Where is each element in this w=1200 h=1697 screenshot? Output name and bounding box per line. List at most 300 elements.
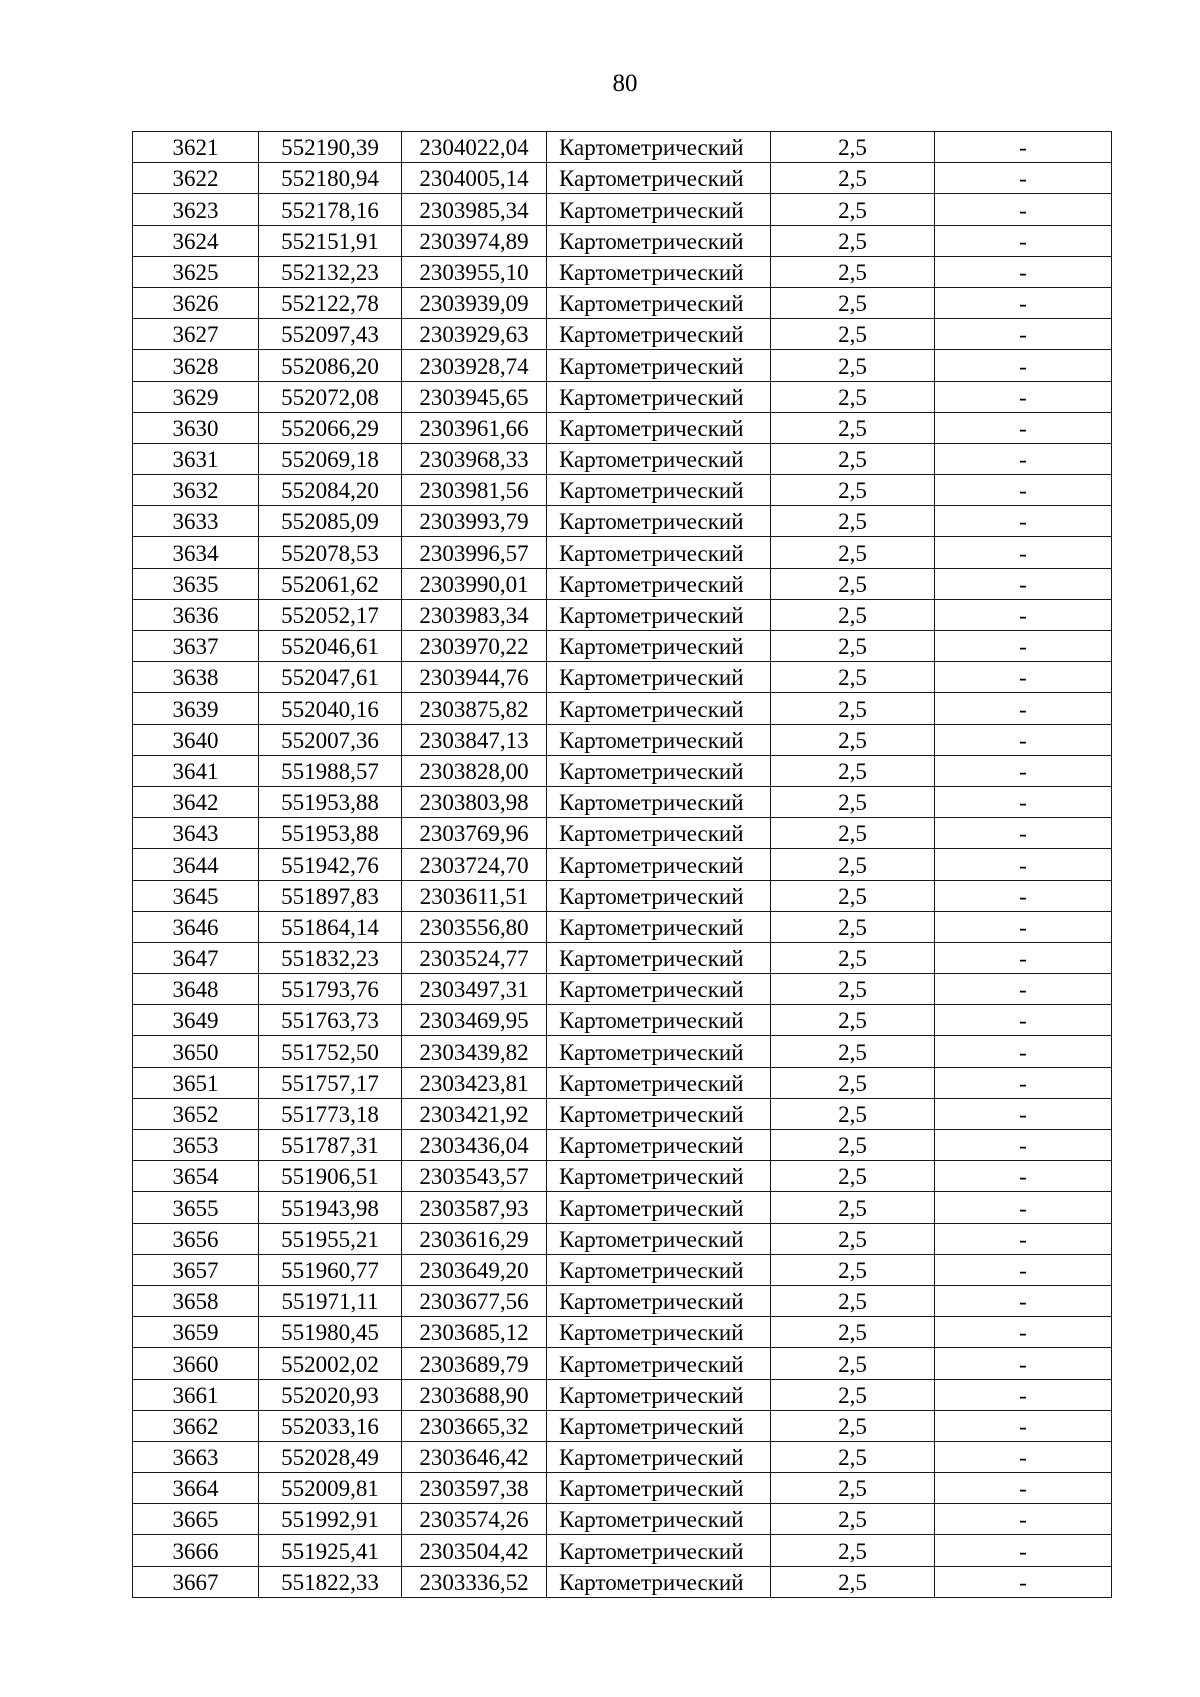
y-coordinate-cell: 2303990,01 bbox=[402, 568, 547, 599]
y-coordinate-cell: 2303524,77 bbox=[402, 942, 547, 973]
point-number-cell: 3656 bbox=[133, 1223, 259, 1254]
description-cell: - bbox=[935, 256, 1112, 287]
table-row bbox=[133, 942, 1112, 973]
accuracy-cell: 2,5 bbox=[771, 256, 935, 287]
x-coordinate-cell: 552047,61 bbox=[259, 662, 402, 693]
description-cell: - bbox=[935, 693, 1112, 724]
y-coordinate-cell: 2303439,82 bbox=[402, 1036, 547, 1067]
point-number-cell: 3640 bbox=[133, 724, 259, 755]
table-row bbox=[133, 194, 1112, 225]
x-coordinate-cell: 551980,45 bbox=[259, 1317, 402, 1348]
accuracy-cell: 2,5 bbox=[771, 1098, 935, 1129]
description-cell: - bbox=[935, 1535, 1112, 1566]
x-coordinate-cell: 551942,76 bbox=[259, 849, 402, 880]
table-row bbox=[133, 1130, 1112, 1161]
x-coordinate-cell: 552072,08 bbox=[259, 381, 402, 412]
x-coordinate-cell: 552052,17 bbox=[259, 599, 402, 630]
description-cell: - bbox=[935, 1379, 1112, 1410]
description-cell: - bbox=[935, 1441, 1112, 1472]
accuracy-cell: 2,5 bbox=[771, 1223, 935, 1254]
description-cell: - bbox=[935, 1036, 1112, 1067]
accuracy-cell: 2,5 bbox=[771, 974, 935, 1005]
accuracy-cell: 2,5 bbox=[771, 1161, 935, 1192]
description-cell: - bbox=[935, 1410, 1112, 1441]
description-cell: - bbox=[935, 568, 1112, 599]
point-number-cell: 3637 bbox=[133, 631, 259, 662]
point-number-cell: 3658 bbox=[133, 1285, 259, 1316]
point-number-cell: 3638 bbox=[133, 662, 259, 693]
accuracy-cell: 2,5 bbox=[771, 1130, 935, 1161]
table-row bbox=[133, 319, 1112, 350]
point-number-cell: 3632 bbox=[133, 475, 259, 506]
description-cell: - bbox=[935, 350, 1112, 381]
y-coordinate-cell: 2303847,13 bbox=[402, 724, 547, 755]
x-coordinate-cell: 552122,78 bbox=[259, 287, 402, 318]
x-coordinate-cell: 552020,93 bbox=[259, 1379, 402, 1410]
method-cell: Картометрический bbox=[547, 880, 771, 911]
accuracy-cell: 2,5 bbox=[771, 1005, 935, 1036]
method-cell: Картометрический bbox=[547, 1410, 771, 1441]
point-number-cell: 3625 bbox=[133, 256, 259, 287]
x-coordinate-cell: 552040,16 bbox=[259, 693, 402, 724]
point-number-cell: 3641 bbox=[133, 755, 259, 786]
x-coordinate-cell: 552069,18 bbox=[259, 443, 402, 474]
description-cell: - bbox=[935, 880, 1112, 911]
table-row bbox=[133, 568, 1112, 599]
point-number-cell: 3650 bbox=[133, 1036, 259, 1067]
description-cell: - bbox=[935, 1223, 1112, 1254]
x-coordinate-cell: 552084,20 bbox=[259, 475, 402, 506]
x-coordinate-cell: 551832,23 bbox=[259, 942, 402, 973]
table-row bbox=[133, 225, 1112, 256]
y-coordinate-cell: 2303945,65 bbox=[402, 381, 547, 412]
y-coordinate-cell: 2303981,56 bbox=[402, 475, 547, 506]
description-cell: - bbox=[935, 911, 1112, 942]
point-number-cell: 3622 bbox=[133, 163, 259, 194]
table-row bbox=[133, 974, 1112, 1005]
method-cell: Картометрический bbox=[547, 1223, 771, 1254]
x-coordinate-cell: 552007,36 bbox=[259, 724, 402, 755]
y-coordinate-cell: 2303421,92 bbox=[402, 1098, 547, 1129]
description-cell: - bbox=[935, 319, 1112, 350]
accuracy-cell: 2,5 bbox=[771, 381, 935, 412]
x-coordinate-cell: 552086,20 bbox=[259, 350, 402, 381]
description-cell: - bbox=[935, 1130, 1112, 1161]
method-cell: Картометрический bbox=[547, 1161, 771, 1192]
accuracy-cell: 2,5 bbox=[771, 319, 935, 350]
table-row bbox=[133, 724, 1112, 755]
table-row bbox=[133, 1379, 1112, 1410]
y-coordinate-cell: 2303677,56 bbox=[402, 1285, 547, 1316]
description-cell: - bbox=[935, 786, 1112, 817]
x-coordinate-cell: 552078,53 bbox=[259, 537, 402, 568]
y-coordinate-cell: 2303688,90 bbox=[402, 1379, 547, 1410]
table-row bbox=[133, 849, 1112, 880]
y-coordinate-cell: 2303803,98 bbox=[402, 786, 547, 817]
x-coordinate-cell: 551864,14 bbox=[259, 911, 402, 942]
point-number-cell: 3659 bbox=[133, 1317, 259, 1348]
accuracy-cell: 2,5 bbox=[771, 443, 935, 474]
y-coordinate-cell: 2303504,42 bbox=[402, 1535, 547, 1566]
accuracy-cell: 2,5 bbox=[771, 911, 935, 942]
point-number-cell: 3642 bbox=[133, 786, 259, 817]
y-coordinate-cell: 2303646,42 bbox=[402, 1441, 547, 1472]
method-cell: Картометрический bbox=[547, 1504, 771, 1535]
table-row bbox=[133, 818, 1112, 849]
y-coordinate-cell: 2303875,82 bbox=[402, 693, 547, 724]
accuracy-cell: 2,5 bbox=[771, 1192, 935, 1223]
y-coordinate-cell: 2303556,80 bbox=[402, 911, 547, 942]
point-number-cell: 3662 bbox=[133, 1410, 259, 1441]
method-cell: Картометрический bbox=[547, 287, 771, 318]
point-number-cell: 3634 bbox=[133, 537, 259, 568]
table-row bbox=[133, 1566, 1112, 1597]
y-coordinate-cell: 2303944,76 bbox=[402, 662, 547, 693]
description-cell: - bbox=[935, 942, 1112, 973]
y-coordinate-cell: 2303497,31 bbox=[402, 974, 547, 1005]
table-row bbox=[133, 1161, 1112, 1192]
table-row bbox=[133, 443, 1112, 474]
accuracy-cell: 2,5 bbox=[771, 1285, 935, 1316]
description-cell: - bbox=[935, 287, 1112, 318]
point-number-cell: 3653 bbox=[133, 1130, 259, 1161]
table-row bbox=[133, 1098, 1112, 1129]
method-cell: Картометрический bbox=[547, 1005, 771, 1036]
point-number-cell: 3633 bbox=[133, 506, 259, 537]
description-cell: - bbox=[935, 381, 1112, 412]
description-cell: - bbox=[935, 225, 1112, 256]
description-cell: - bbox=[935, 1005, 1112, 1036]
description-cell: - bbox=[935, 1473, 1112, 1504]
method-cell: Картометрический bbox=[547, 443, 771, 474]
method-cell: Картометрический bbox=[547, 942, 771, 973]
accuracy-cell: 2,5 bbox=[771, 412, 935, 443]
method-cell: Картометрический bbox=[547, 1254, 771, 1285]
method-cell: Картометрический bbox=[547, 1130, 771, 1161]
point-number-cell: 3631 bbox=[133, 443, 259, 474]
page-number: 80 bbox=[612, 70, 638, 97]
y-coordinate-cell: 2303543,57 bbox=[402, 1161, 547, 1192]
x-coordinate-cell: 552033,16 bbox=[259, 1410, 402, 1441]
description-cell: - bbox=[935, 1254, 1112, 1285]
method-cell: Картометрический bbox=[547, 568, 771, 599]
x-coordinate-cell: 551971,11 bbox=[259, 1285, 402, 1316]
x-coordinate-cell: 551752,50 bbox=[259, 1036, 402, 1067]
table-row bbox=[133, 1223, 1112, 1254]
y-coordinate-cell: 2303469,95 bbox=[402, 1005, 547, 1036]
accuracy-cell: 2,5 bbox=[771, 568, 935, 599]
accuracy-cell: 2,5 bbox=[771, 1254, 935, 1285]
method-cell: Картометрический bbox=[547, 599, 771, 630]
y-coordinate-cell: 2303955,10 bbox=[402, 256, 547, 287]
description-cell: - bbox=[935, 1067, 1112, 1098]
x-coordinate-cell: 552009,81 bbox=[259, 1473, 402, 1504]
table-row bbox=[133, 1036, 1112, 1067]
accuracy-cell: 2,5 bbox=[771, 755, 935, 786]
accuracy-cell: 2,5 bbox=[771, 287, 935, 318]
table-row bbox=[133, 1285, 1112, 1316]
accuracy-cell: 2,5 bbox=[771, 849, 935, 880]
point-number-cell: 3645 bbox=[133, 880, 259, 911]
point-number-cell: 3654 bbox=[133, 1161, 259, 1192]
x-coordinate-cell: 551953,88 bbox=[259, 818, 402, 849]
description-cell: - bbox=[935, 163, 1112, 194]
y-coordinate-cell: 2303769,96 bbox=[402, 818, 547, 849]
table-row bbox=[133, 350, 1112, 381]
x-coordinate-cell: 551897,83 bbox=[259, 880, 402, 911]
accuracy-cell: 2,5 bbox=[771, 506, 935, 537]
point-number-cell: 3621 bbox=[133, 132, 259, 163]
method-cell: Картометрический bbox=[547, 1441, 771, 1472]
accuracy-cell: 2,5 bbox=[771, 537, 935, 568]
table-row bbox=[133, 880, 1112, 911]
x-coordinate-cell: 551943,98 bbox=[259, 1192, 402, 1223]
method-cell: Картометрический bbox=[547, 475, 771, 506]
method-cell: Картометрический bbox=[547, 350, 771, 381]
point-number-cell: 3639 bbox=[133, 693, 259, 724]
x-coordinate-cell: 551906,51 bbox=[259, 1161, 402, 1192]
method-cell: Картометрический bbox=[547, 132, 771, 163]
table-row bbox=[133, 1348, 1112, 1379]
point-number-cell: 3624 bbox=[133, 225, 259, 256]
x-coordinate-cell: 552132,23 bbox=[259, 256, 402, 287]
table-row bbox=[133, 1254, 1112, 1285]
description-cell: - bbox=[935, 1566, 1112, 1597]
x-coordinate-cell: 551925,41 bbox=[259, 1535, 402, 1566]
y-coordinate-cell: 2303423,81 bbox=[402, 1067, 547, 1098]
coordinates-table-body bbox=[133, 132, 1112, 1598]
y-coordinate-cell: 2303597,38 bbox=[402, 1473, 547, 1504]
table-row bbox=[133, 163, 1112, 194]
y-coordinate-cell: 2303970,22 bbox=[402, 631, 547, 662]
point-number-cell: 3655 bbox=[133, 1192, 259, 1223]
y-coordinate-cell: 2303993,79 bbox=[402, 506, 547, 537]
x-coordinate-cell: 551960,77 bbox=[259, 1254, 402, 1285]
method-cell: Картометрический bbox=[547, 1285, 771, 1316]
accuracy-cell: 2,5 bbox=[771, 693, 935, 724]
y-coordinate-cell: 2303928,74 bbox=[402, 350, 547, 381]
table-row bbox=[133, 1005, 1112, 1036]
y-coordinate-cell: 2303929,63 bbox=[402, 319, 547, 350]
point-number-cell: 3644 bbox=[133, 849, 259, 880]
method-cell: Картометрический bbox=[547, 818, 771, 849]
description-cell: - bbox=[935, 974, 1112, 1005]
x-coordinate-cell: 551763,73 bbox=[259, 1005, 402, 1036]
y-coordinate-cell: 2303996,57 bbox=[402, 537, 547, 568]
description-cell: - bbox=[935, 443, 1112, 474]
x-coordinate-cell: 551822,33 bbox=[259, 1566, 402, 1597]
accuracy-cell: 2,5 bbox=[771, 194, 935, 225]
description-cell: - bbox=[935, 194, 1112, 225]
accuracy-cell: 2,5 bbox=[771, 1348, 935, 1379]
x-coordinate-cell: 552151,91 bbox=[259, 225, 402, 256]
y-coordinate-cell: 2303961,66 bbox=[402, 412, 547, 443]
method-cell: Картометрический bbox=[547, 1473, 771, 1504]
y-coordinate-cell: 2303685,12 bbox=[402, 1317, 547, 1348]
x-coordinate-cell: 552085,09 bbox=[259, 506, 402, 537]
y-coordinate-cell: 2303724,70 bbox=[402, 849, 547, 880]
accuracy-cell: 2,5 bbox=[771, 1566, 935, 1597]
point-number-cell: 3660 bbox=[133, 1348, 259, 1379]
table-row bbox=[133, 1192, 1112, 1223]
x-coordinate-cell: 551992,91 bbox=[259, 1504, 402, 1535]
table-row bbox=[133, 786, 1112, 817]
description-cell: - bbox=[935, 599, 1112, 630]
x-coordinate-cell: 552002,02 bbox=[259, 1348, 402, 1379]
point-number-cell: 3651 bbox=[133, 1067, 259, 1098]
description-cell: - bbox=[935, 506, 1112, 537]
x-coordinate-cell: 552180,94 bbox=[259, 163, 402, 194]
accuracy-cell: 2,5 bbox=[771, 1410, 935, 1441]
point-number-cell: 3635 bbox=[133, 568, 259, 599]
accuracy-cell: 2,5 bbox=[771, 631, 935, 662]
point-number-cell: 3666 bbox=[133, 1535, 259, 1566]
y-coordinate-cell: 2303649,20 bbox=[402, 1254, 547, 1285]
accuracy-cell: 2,5 bbox=[771, 225, 935, 256]
description-cell: - bbox=[935, 1192, 1112, 1223]
method-cell: Картометрический bbox=[547, 849, 771, 880]
y-coordinate-cell: 2304005,14 bbox=[402, 163, 547, 194]
x-coordinate-cell: 552066,29 bbox=[259, 412, 402, 443]
accuracy-cell: 2,5 bbox=[771, 724, 935, 755]
description-cell: - bbox=[935, 475, 1112, 506]
table-row bbox=[133, 662, 1112, 693]
x-coordinate-cell: 551787,31 bbox=[259, 1130, 402, 1161]
accuracy-cell: 2,5 bbox=[771, 1379, 935, 1410]
y-coordinate-cell: 2303828,00 bbox=[402, 755, 547, 786]
x-coordinate-cell: 552061,62 bbox=[259, 568, 402, 599]
method-cell: Картометрический bbox=[547, 1317, 771, 1348]
accuracy-cell: 2,5 bbox=[771, 1317, 935, 1348]
table-row bbox=[133, 1535, 1112, 1566]
y-coordinate-cell: 2303974,89 bbox=[402, 225, 547, 256]
table-row bbox=[133, 506, 1112, 537]
point-number-cell: 3629 bbox=[133, 381, 259, 412]
table-row bbox=[133, 911, 1112, 942]
method-cell: Картометрический bbox=[547, 662, 771, 693]
accuracy-cell: 2,5 bbox=[771, 942, 935, 973]
method-cell: Картометрический bbox=[547, 786, 771, 817]
x-coordinate-cell: 551953,88 bbox=[259, 786, 402, 817]
table-row bbox=[133, 1067, 1112, 1098]
y-coordinate-cell: 2303436,04 bbox=[402, 1130, 547, 1161]
table-row bbox=[133, 693, 1112, 724]
table-row bbox=[133, 1473, 1112, 1504]
point-number-cell: 3643 bbox=[133, 818, 259, 849]
point-number-cell: 3636 bbox=[133, 599, 259, 630]
point-number-cell: 3661 bbox=[133, 1379, 259, 1410]
method-cell: Картометрический bbox=[547, 194, 771, 225]
description-cell: - bbox=[935, 1348, 1112, 1379]
accuracy-cell: 2,5 bbox=[771, 786, 935, 817]
x-coordinate-cell: 551757,17 bbox=[259, 1067, 402, 1098]
point-number-cell: 3626 bbox=[133, 287, 259, 318]
method-cell: Картометрический bbox=[547, 256, 771, 287]
description-cell: - bbox=[935, 537, 1112, 568]
y-coordinate-cell: 2304022,04 bbox=[402, 132, 547, 163]
y-coordinate-cell: 2303574,26 bbox=[402, 1504, 547, 1535]
method-cell: Картометрический bbox=[547, 1067, 771, 1098]
accuracy-cell: 2,5 bbox=[771, 1441, 935, 1472]
y-coordinate-cell: 2303616,29 bbox=[402, 1223, 547, 1254]
accuracy-cell: 2,5 bbox=[771, 163, 935, 194]
y-coordinate-cell: 2303665,32 bbox=[402, 1410, 547, 1441]
accuracy-cell: 2,5 bbox=[771, 1504, 935, 1535]
accuracy-cell: 2,5 bbox=[771, 599, 935, 630]
description-cell: - bbox=[935, 849, 1112, 880]
description-cell: - bbox=[935, 631, 1112, 662]
description-cell: - bbox=[935, 724, 1112, 755]
method-cell: Картометрический bbox=[547, 693, 771, 724]
accuracy-cell: 2,5 bbox=[771, 350, 935, 381]
method-cell: Картометрический bbox=[547, 631, 771, 662]
table-row bbox=[133, 1410, 1112, 1441]
method-cell: Картометрический bbox=[547, 1566, 771, 1597]
description-cell: - bbox=[935, 1161, 1112, 1192]
point-number-cell: 3665 bbox=[133, 1504, 259, 1535]
point-number-cell: 3647 bbox=[133, 942, 259, 973]
table-row bbox=[133, 1441, 1112, 1472]
table-row bbox=[133, 1317, 1112, 1348]
accuracy-cell: 2,5 bbox=[771, 1535, 935, 1566]
y-coordinate-cell: 2303985,34 bbox=[402, 194, 547, 225]
method-cell: Картометрический bbox=[547, 1379, 771, 1410]
method-cell: Картометрический bbox=[547, 755, 771, 786]
method-cell: Картометрический bbox=[547, 1036, 771, 1067]
x-coordinate-cell: 551773,18 bbox=[259, 1098, 402, 1129]
accuracy-cell: 2,5 bbox=[771, 1036, 935, 1067]
table-row bbox=[133, 256, 1112, 287]
accuracy-cell: 2,5 bbox=[771, 818, 935, 849]
point-number-cell: 3649 bbox=[133, 1005, 259, 1036]
table-row bbox=[133, 1504, 1112, 1535]
point-number-cell: 3652 bbox=[133, 1098, 259, 1129]
method-cell: Картометрический bbox=[547, 537, 771, 568]
y-coordinate-cell: 2303336,52 bbox=[402, 1566, 547, 1597]
accuracy-cell: 2,5 bbox=[771, 1067, 935, 1098]
description-cell: - bbox=[935, 412, 1112, 443]
method-cell: Картометрический bbox=[547, 1535, 771, 1566]
method-cell: Картометрический bbox=[547, 1098, 771, 1129]
table-row bbox=[133, 537, 1112, 568]
point-number-cell: 3667 bbox=[133, 1566, 259, 1597]
x-coordinate-cell: 551955,21 bbox=[259, 1223, 402, 1254]
point-number-cell: 3657 bbox=[133, 1254, 259, 1285]
point-number-cell: 3646 bbox=[133, 911, 259, 942]
point-number-cell: 3628 bbox=[133, 350, 259, 381]
method-cell: Картометрический bbox=[547, 1348, 771, 1379]
method-cell: Картометрический bbox=[547, 974, 771, 1005]
point-number-cell: 3663 bbox=[133, 1441, 259, 1472]
accuracy-cell: 2,5 bbox=[771, 662, 935, 693]
x-coordinate-cell: 552178,16 bbox=[259, 194, 402, 225]
table-row bbox=[133, 631, 1112, 662]
x-coordinate-cell: 551793,76 bbox=[259, 974, 402, 1005]
point-number-cell: 3630 bbox=[133, 412, 259, 443]
table-row bbox=[133, 599, 1112, 630]
accuracy-cell: 2,5 bbox=[771, 132, 935, 163]
x-coordinate-cell: 552190,39 bbox=[259, 132, 402, 163]
method-cell: Картометрический bbox=[547, 724, 771, 755]
y-coordinate-cell: 2303611,51 bbox=[402, 880, 547, 911]
table-row bbox=[133, 475, 1112, 506]
description-cell: - bbox=[935, 662, 1112, 693]
x-coordinate-cell: 552097,43 bbox=[259, 319, 402, 350]
method-cell: Картометрический bbox=[547, 381, 771, 412]
method-cell: Картометрический bbox=[547, 225, 771, 256]
method-cell: Картометрический bbox=[547, 319, 771, 350]
method-cell: Картометрический bbox=[547, 506, 771, 537]
